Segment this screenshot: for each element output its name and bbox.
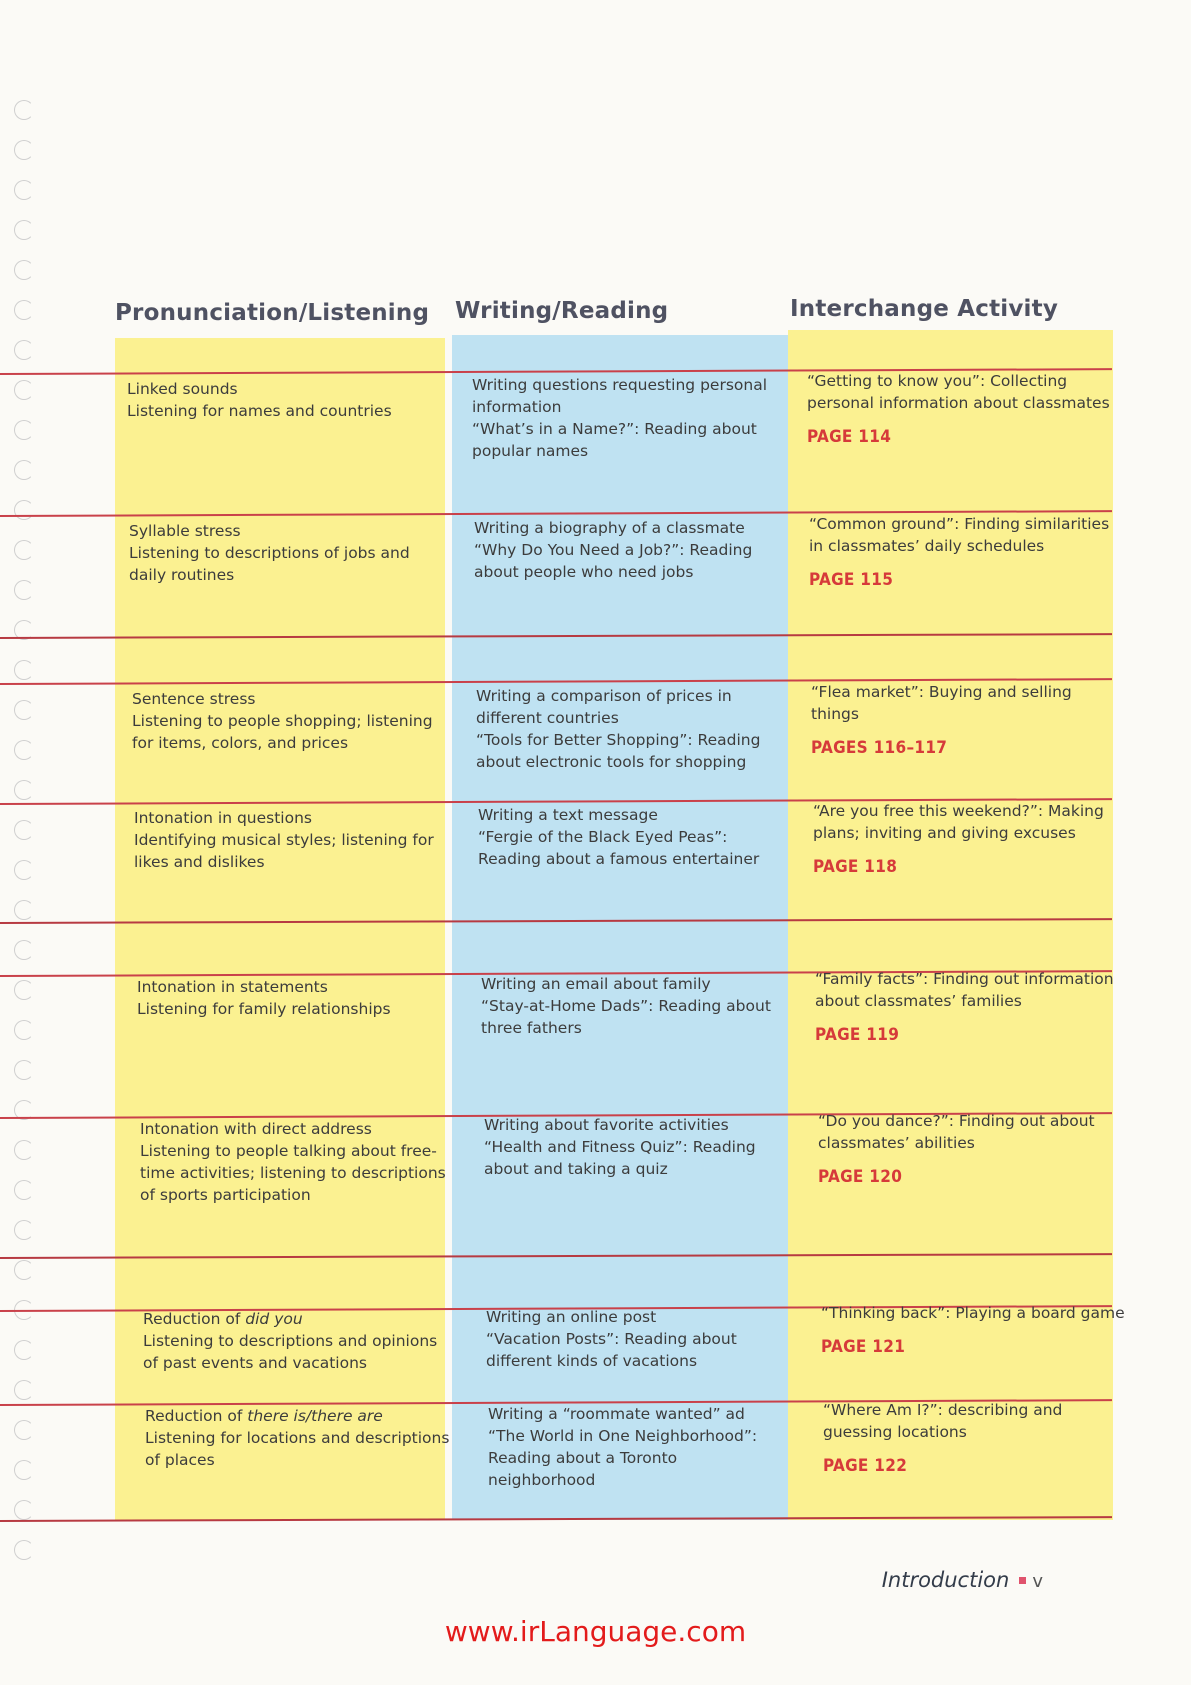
header-interchange: Interchange Activity bbox=[790, 296, 1059, 322]
row-4-writing: Writing a text message “Fergie of the Black Eyed Peas”: Reading about a famous entertainer bbox=[478, 806, 760, 868]
row-6-writing: Writing about favorite activities “Health and Fitness Quiz”: Reading about and taking a quiz bbox=[484, 1116, 756, 1178]
row-5-pronunciation: Intonation in statements Listening for family relationships bbox=[137, 978, 391, 1018]
page-ref: PAGE 122 bbox=[823, 1456, 908, 1476]
footer-page-number: v bbox=[1032, 1571, 1043, 1592]
page-ref: PAGE 114 bbox=[807, 427, 892, 447]
row-8-pronunciation: Reduction of there is/there are Listening for locations and descriptions of places bbox=[145, 1407, 450, 1469]
row-6-activity: “Do you dance?”: Finding out about classmates’ abilities PAGE 120 bbox=[818, 1112, 1095, 1187]
row-7-activity: “Thinking back”: Playing a board game PAGE 121 bbox=[821, 1304, 1125, 1357]
watermark-link[interactable]: www.irLanguage.com bbox=[444, 1615, 747, 1648]
row-2-pronunciation: Syllable stress Listening to descriptions of jobs and daily routines bbox=[129, 522, 410, 584]
row-1-activity: “Getting to know you”: Collecting personal information about classmates PAGE 114 bbox=[807, 372, 1110, 447]
row-7-writing: Writing an online post “Vacation Posts”: Reading about different kinds of vacations bbox=[486, 1308, 737, 1370]
row-8-activity: “Where Am I?”: describing and guessing locations PAGE 122 bbox=[823, 1401, 1063, 1476]
header-pronunciation: Pronunciation/Listening bbox=[115, 300, 430, 326]
row-5-writing: Writing an email about family “Stay-at-Home Dads”: Reading about three fathers bbox=[481, 975, 771, 1037]
page-ref: PAGE 121 bbox=[821, 1337, 906, 1357]
page-ref: PAGES 116–117 bbox=[811, 738, 948, 758]
header-writing: Writing/Reading bbox=[455, 298, 669, 324]
row-3-pronunciation: Sentence stress Listening to people shopping; listening for items, colors, and prices bbox=[132, 690, 433, 752]
footer-section: Introduction bbox=[881, 1568, 1010, 1592]
page-ref: PAGE 115 bbox=[809, 570, 894, 590]
footer-square-icon bbox=[1019, 1577, 1026, 1584]
row-7-pronunciation: Reduction of did you Listening to descriptions and opinions of past events and vacations bbox=[143, 1310, 438, 1372]
binder-holes bbox=[14, 100, 44, 1560]
row-4-pronunciation: Intonation in questions Identifying musical styles; listening for likes and dislikes bbox=[134, 809, 434, 871]
page-ref: PAGE 119 bbox=[815, 1025, 900, 1045]
row-2-activity: “Common ground”: Finding similarities in classmates’ daily schedules PAGE 115 bbox=[809, 515, 1110, 590]
row-1-writing: Writing questions requesting personal information “What’s in a Name?”: Reading about popular names bbox=[472, 376, 767, 460]
row-4-activity: “Are you free this weekend?”: Making plans; inviting and giving excuses PAGE 118 bbox=[813, 802, 1104, 877]
row-5-activity: “Family facts”: Finding out information about classmates’ families PAGE 119 bbox=[815, 970, 1114, 1045]
row-1-pronunciation: Linked sounds Listening for names and countries bbox=[127, 380, 392, 420]
row-2-writing: Writing a biography of a classmate “Why Do You Need a Job?”: Reading about people who need jobs bbox=[474, 519, 753, 581]
page-footer bbox=[882, 1568, 1043, 1592]
row-6-pronunciation: Intonation with direct address Listening to people talking about free- time activities; listening to descriptions of sports participation bbox=[140, 1120, 446, 1204]
page-ref: PAGE 118 bbox=[813, 857, 898, 877]
row-3-activity: “Flea market”: Buying and selling things PAGES 116–117 bbox=[811, 683, 1072, 758]
page-ref: PAGE 120 bbox=[818, 1167, 903, 1187]
row-8-writing: Writing a “roommate wanted” ad “The World in One Neighborhood”: Reading about a Toronto neighborhood bbox=[488, 1405, 758, 1489]
row-3-writing: Writing a comparison of prices in different countries “Tools for Better Shopping”: Reading about electronic tools for shopping bbox=[476, 687, 761, 771]
